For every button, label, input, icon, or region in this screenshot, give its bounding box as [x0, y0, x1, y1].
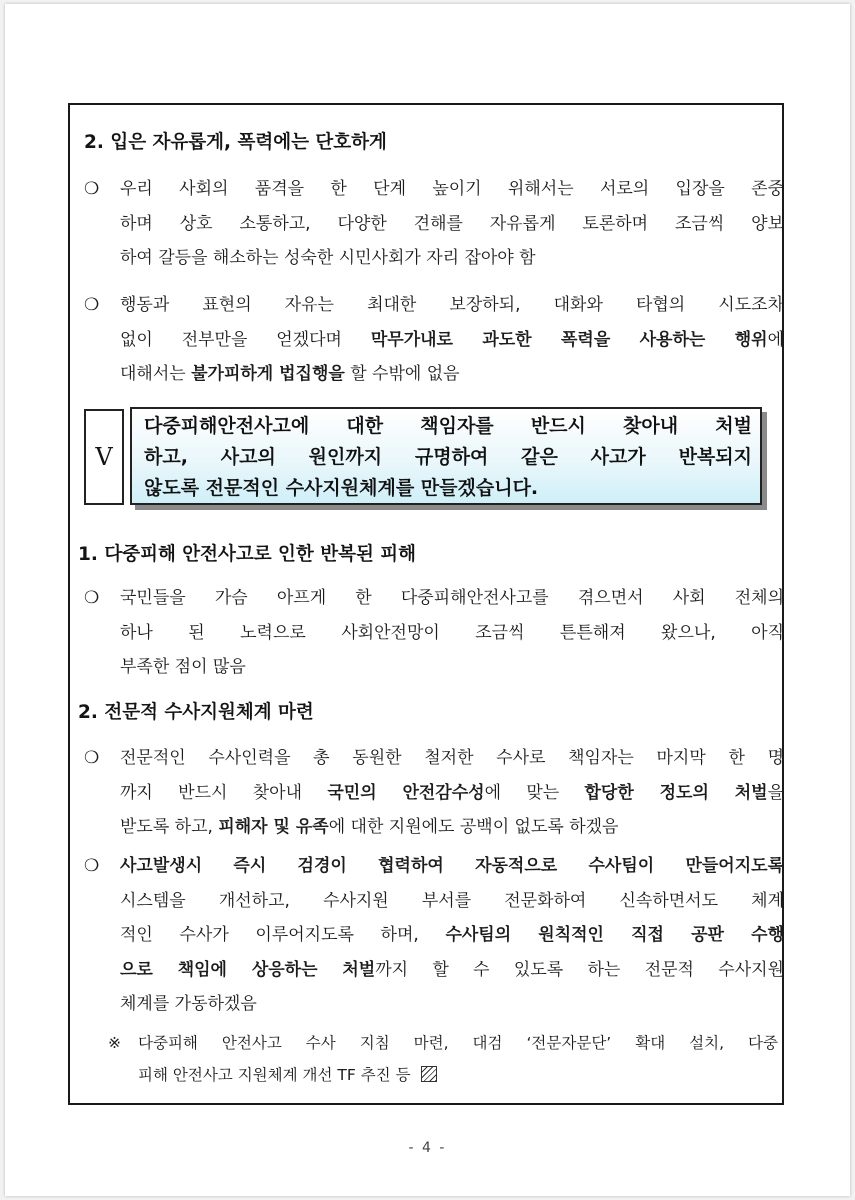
bold-text: 으로 책임에 상응하는 처벌 [120, 959, 376, 980]
hatched-box-icon [421, 1066, 437, 1082]
text-run: 할 수밖에 없음 [344, 364, 460, 384]
bold-text: 국민의 안전감수성 [327, 782, 485, 803]
paragraph-line [84, 323, 784, 358]
text-run: 에 대한 지원에도 공백이 없도록 하겠음 [328, 817, 619, 837]
paragraph-line [84, 987, 784, 1022]
reference-note [108, 1027, 778, 1091]
paragraph-line [84, 953, 784, 988]
bold-text: 피해자 및 유족 [218, 817, 329, 837]
section-v-line: 않도록 전문적인 수사지원체계를 만들겠습니다. [144, 477, 539, 499]
bold-text: 합당한 정도의 처벌 [584, 782, 768, 803]
section-heading-free-speech: 2. 입은 자유롭게, 폭력에는 단호하게 [84, 132, 387, 153]
text-run: 행동과 표현의 자유는 최대한 보장하되, 대화와 타협의 시도조차 [120, 295, 784, 315]
paragraph-line [84, 288, 784, 323]
text-run: 전문적인 수사인력을 총 동원한 철저한 수사로 책임자는 마지막 한 명 [120, 748, 784, 768]
text-run: 받도록 하고, [120, 817, 219, 837]
page-number: - 4 - [408, 1140, 447, 1156]
note-mark: ※ [108, 1034, 121, 1052]
text-run: 하여 갈등을 해소하는 성숙한 시민사회가 자리 잡아야 함 [120, 248, 536, 268]
text-run: 부족한 점이 많음 [120, 657, 246, 677]
section-v-statement [130, 407, 762, 505]
paragraph-line [84, 849, 784, 884]
subsection-heading-repeated-damage: 1. 다중피해 안전사고로 인한 반복된 피해 [78, 544, 417, 565]
text-run: 까지 반드시 찾아내 [120, 782, 328, 803]
text-run: 하며 상호 소통하고, 다양한 견해를 자유롭게 토론하며 조금씩 양보 [120, 213, 784, 234]
paragraph-line [84, 241, 784, 276]
text-run: 국민들을 가슴 아프게 한 다중피해안전사고를 겪으면서 사회 전체의 [120, 588, 784, 608]
bullet-symbol: ❍ [84, 856, 100, 876]
paragraph-line [84, 918, 784, 953]
bullet-symbol: ❍ [84, 748, 100, 768]
bullet-thorough-investigation [84, 741, 784, 845]
paragraph-line [84, 172, 784, 207]
section-v-box [84, 407, 776, 509]
text-run: 적인 수사가 이루어지도록 하며, [120, 925, 446, 945]
paragraph-line [84, 810, 784, 845]
bold-text: 사고발생시 즉시 검경이 협력하여 자동적으로 수사팀이 만들어지도록 [120, 856, 784, 876]
section-v-line: 하고, 사고의 원인까지 규명하여 같은 사고가 반복되지 [144, 446, 752, 468]
section-v-line: 다중피해안전사고에 대한 책임자를 반드시 찾아내 처벌 [144, 415, 752, 437]
note-line-text: 피해 안전사고 지원체계 개선 TF 추진 등 [138, 1066, 411, 1084]
paragraph-line [84, 776, 784, 811]
paragraph-line [84, 581, 784, 616]
paragraph-line [84, 357, 784, 392]
text-run: 시스템을 개선하고, 수사지원 부서를 전문화하여 신속하면서도 체계 [120, 890, 784, 911]
subsection-heading-investigation-system: 2. 전문적 수사지원체계 마련 [78, 702, 314, 723]
bullet-law-enforcement [84, 288, 784, 392]
section-numeral: V [84, 409, 124, 505]
bullet-symbol: ❍ [84, 588, 100, 608]
text-run: 하나 된 노력으로 사회안전망이 조금씩 튼튼해져 왔으나, 아직 [120, 622, 784, 643]
bold-text: 불가피하게 법집행을 [191, 364, 345, 384]
paragraph-line [84, 741, 784, 776]
text-run: 우리 사회의 품격을 한 단계 높이기 위해서는 서로의 입장을 존중 [120, 179, 784, 199]
text-run: 까지 할 수 있도록 하는 전문적 수사지원 [375, 959, 784, 980]
bold-text: 수사팀의 원칙적인 직접 공판 수행 [445, 925, 784, 945]
text-run: 체계를 가동하겠음 [120, 994, 257, 1014]
text-run: 에 맞는 [484, 782, 585, 803]
paragraph-line [84, 616, 784, 651]
paragraph-line [84, 207, 784, 242]
bullet-symbol: ❍ [84, 295, 100, 315]
bullet-automatic-team [84, 849, 784, 1022]
text-run: 대해서는 [120, 364, 192, 384]
note-line [108, 1059, 778, 1091]
bold-text: 막무가내로 과도한 폭력을 사용하는 행위 [370, 329, 768, 350]
paragraph-line [84, 884, 784, 919]
bullet-symbol: ❍ [84, 179, 100, 199]
text-run: 을 [767, 782, 784, 803]
text-run: 없이 전부만을 얻겠다며 [120, 329, 371, 350]
text-run: 에 [767, 329, 784, 350]
bullet-mature-civil-society [84, 172, 784, 276]
bullet-safety-net [84, 581, 784, 685]
note-line: 다중피해 안전사고 수사 지침 마련, 대검 ‘전문자문단’ 확대 설치, 다중 [138, 1034, 778, 1052]
paragraph-line [84, 650, 784, 685]
